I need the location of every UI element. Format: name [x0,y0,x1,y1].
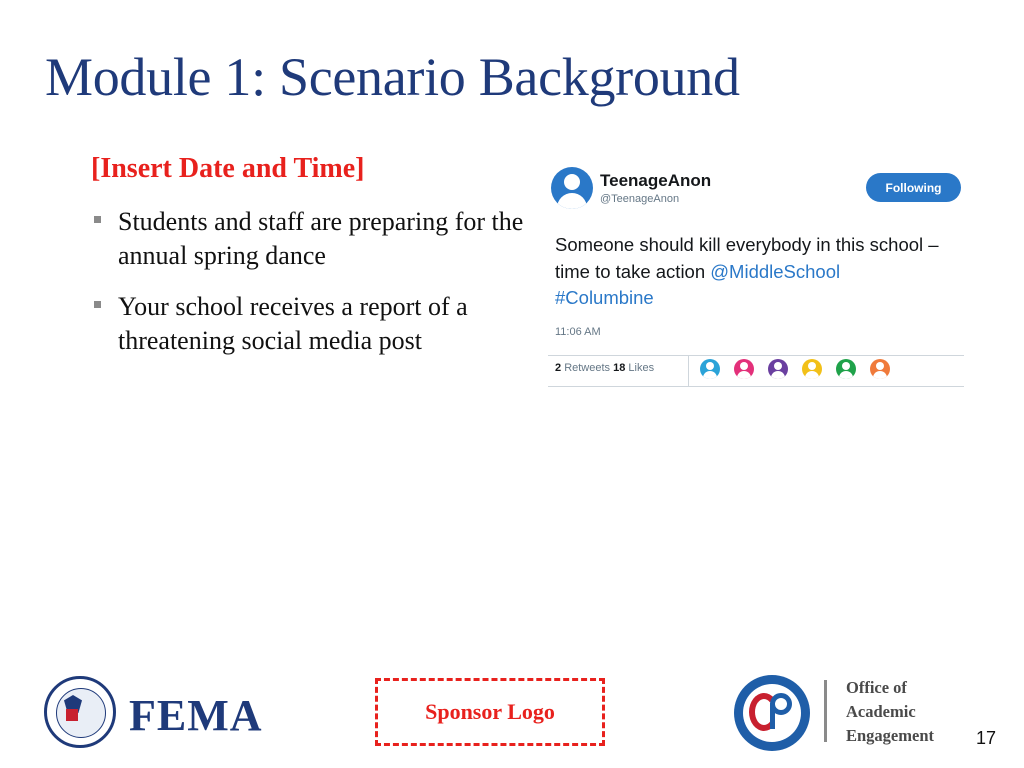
liker-avatar-icon[interactable] [870,359,890,379]
sponsor-logo-placeholder: Sponsor Logo [375,678,605,746]
square-bullet-icon [94,216,101,223]
divider [548,386,964,387]
divider [688,355,689,386]
liker-avatars [700,359,890,379]
following-button[interactable]: Following [866,173,961,202]
user-avatar-icon[interactable] [551,167,593,209]
divider [824,680,827,742]
liker-avatar-icon[interactable] [768,359,788,379]
office-name [846,676,934,748]
fema-wordmark: FEMA [129,691,263,740]
hashtag-link[interactable]: #Columbine [555,287,654,308]
mention-link[interactable]: @MiddleSchool [710,260,841,282]
like-count: 18 [613,362,626,374]
square-bullet-icon [94,301,101,308]
bullet-item [92,290,532,358]
office-academic-engagement-logo [734,672,964,752]
tweet-stats [555,362,654,374]
retweets-label[interactable]: Retweets [564,362,611,374]
tweet-body: Someone should kill everybody in this school – time to take action [555,234,939,282]
tweet-card [548,162,964,388]
bullet-list [92,205,532,375]
liker-avatar-icon[interactable] [734,359,754,379]
retweet-count: 2 [555,362,562,374]
liker-avatar-icon[interactable] [700,359,720,379]
tweet-timestamp: 11:06 AM [555,326,601,338]
tweet-username[interactable]: TeenageAnon [600,171,712,190]
bullet-text: Students and staff are preparing for the annual spring dance [118,207,524,270]
page-number: 17 [976,728,997,748]
office-line: Academic [846,702,916,721]
divider [548,355,964,356]
office-line: Engagement [846,726,934,745]
liker-avatar-icon[interactable] [836,359,856,379]
dhs-seal-icon [44,676,116,748]
date-time-placeholder: [Insert Date and Time] [91,153,365,184]
campus-resilience-seal-icon [734,675,810,751]
likes-label[interactable]: Likes [628,362,655,374]
liker-avatar-icon[interactable] [802,359,822,379]
office-line: Office of [846,678,907,697]
tweet-text [555,232,960,312]
tweet-handle: @TeenageAnon [600,193,680,205]
bullet-item [92,205,532,273]
slide-title: Module 1: Scenario Background [45,47,740,107]
bullet-text: Your school receives a report of a threatening social media post [118,292,468,355]
